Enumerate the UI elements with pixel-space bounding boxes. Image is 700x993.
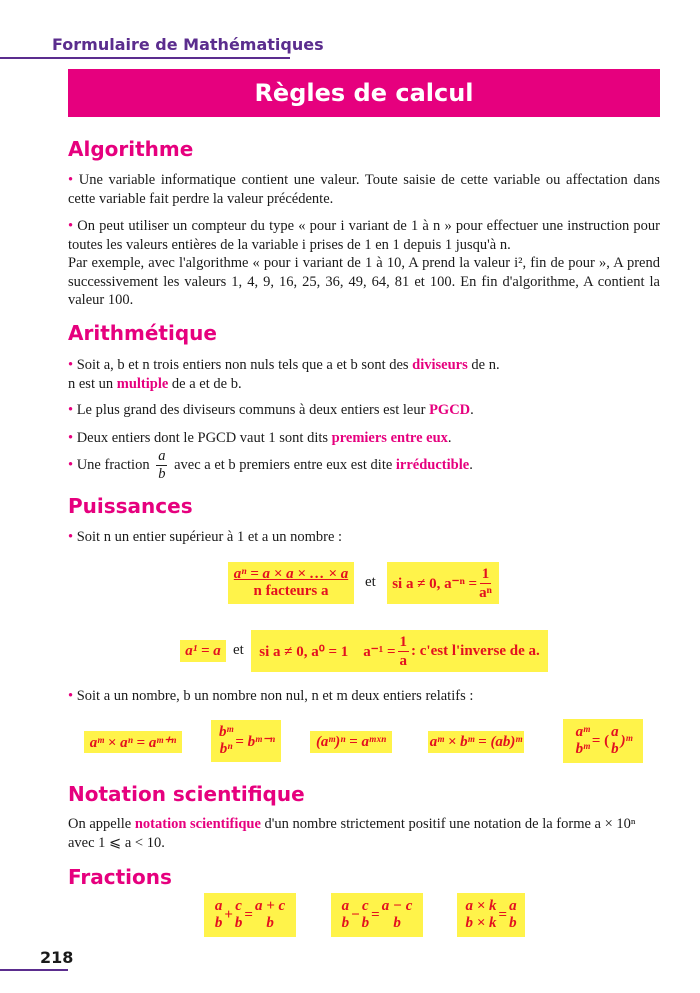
puiss-intro-2: • Soit a un nombre, b un nombre non nul, n et m deux entiers relatifs : — [68, 688, 474, 704]
formula-zero-inverse: si a ≠ 0, a⁰ = 1 a⁻¹ = $\frac{1}{a}$ : c'est l'inverse de a. — [251, 630, 548, 672]
et-label: et — [365, 574, 376, 590]
heading-puissances: Puissances — [68, 494, 193, 518]
fraction-sum: a b + c b = a + c b — [204, 893, 296, 937]
et-label: et — [233, 642, 244, 658]
puiss-intro-1: • Soit n un entier supérieur à 1 et a un nombre : — [68, 529, 343, 545]
rule-quotient: bᵐ bⁿ = bᵐ⁻ⁿ — [211, 720, 281, 762]
heading-algorithme: Algorithme — [68, 137, 194, 161]
arith-bullet-3: • Deux entiers dont le PGCD vaut 1 sont dits premiers entre eux. — [68, 430, 452, 446]
fraction-difference: a b − c b = a − c b — [331, 893, 423, 937]
rule-quotient-power: aᵐ bᵐ = ( a b )ᵐ — [563, 719, 643, 763]
heading-fractions: Fractions — [68, 865, 172, 889]
heading-notation: Notation scientifique — [68, 782, 305, 806]
rule-product-power: aᵐ × bᵐ = (ab)ᵐ — [428, 731, 524, 753]
formula-power-def: aⁿ = a × a × … × a n facteurs a — [228, 562, 354, 604]
rule-power-of-power: (aᵐ)ⁿ = aᵐˣⁿ — [310, 731, 392, 753]
notation-text: On appelle notation scientifique d'un nombre strictement positif une notation de la forme a × 10ⁿ avec 1 ⩽ a < 10. — [68, 816, 636, 851]
footer-rule — [0, 969, 68, 971]
formula-a1: a¹ = a — [180, 640, 226, 662]
header-rule — [0, 57, 290, 59]
arith-bullet-2: • Le plus grand des diviseurs communs à deux entiers est leur PGCD. — [68, 402, 474, 418]
arith-bullet-4: • Une fraction $\frac{a}{b}$ avec a et b premiers entre eux est dite irréductible. — [68, 448, 473, 482]
page-title: Règles de calcul — [68, 69, 660, 117]
rule-product: aᵐ × aⁿ = aᵐ⁺ⁿ — [84, 731, 182, 753]
algo-paragraph-2: • On peut utiliser un compteur du type « pour i variant de 1 à n » pour effectuer une instruction pour toutes les valeurs entières de la variable i prises de 1 en 1 depuis 1 jusqu'à n. Par exemple, avec l'algorithme « pour i variant de 1 à 10, A prend la valeur i², fin de pour », A prend successivement les valeurs 1, 4, 9, 16, 25, 36, 49, 64, 81 et 100. En fin d'algorithme, A contient la valeur 100. — [68, 218, 660, 308]
heading-arithmetique: Arithmétique — [68, 321, 217, 345]
formula-negative-power: si a ≠ 0, a⁻ⁿ = $\frac{1}{\text{aⁿ}}$ — [387, 562, 499, 604]
arith-bullet-1: • Soit a, b et n trois entiers non nuls tels que a et b sont des diviseurs de n. n est un multiple de a et de b. — [68, 357, 500, 392]
fraction-simplify: a × k b × k = a b — [457, 893, 525, 937]
running-header: Formulaire de Mathématiques — [52, 35, 324, 54]
algo-paragraph-1: • Une variable informatique contient une valeur. Toute saisie de cette variable ou affectation dans cette variable fait perdre la valeur précédente. — [68, 172, 660, 207]
page-number: 218 — [40, 948, 74, 967]
